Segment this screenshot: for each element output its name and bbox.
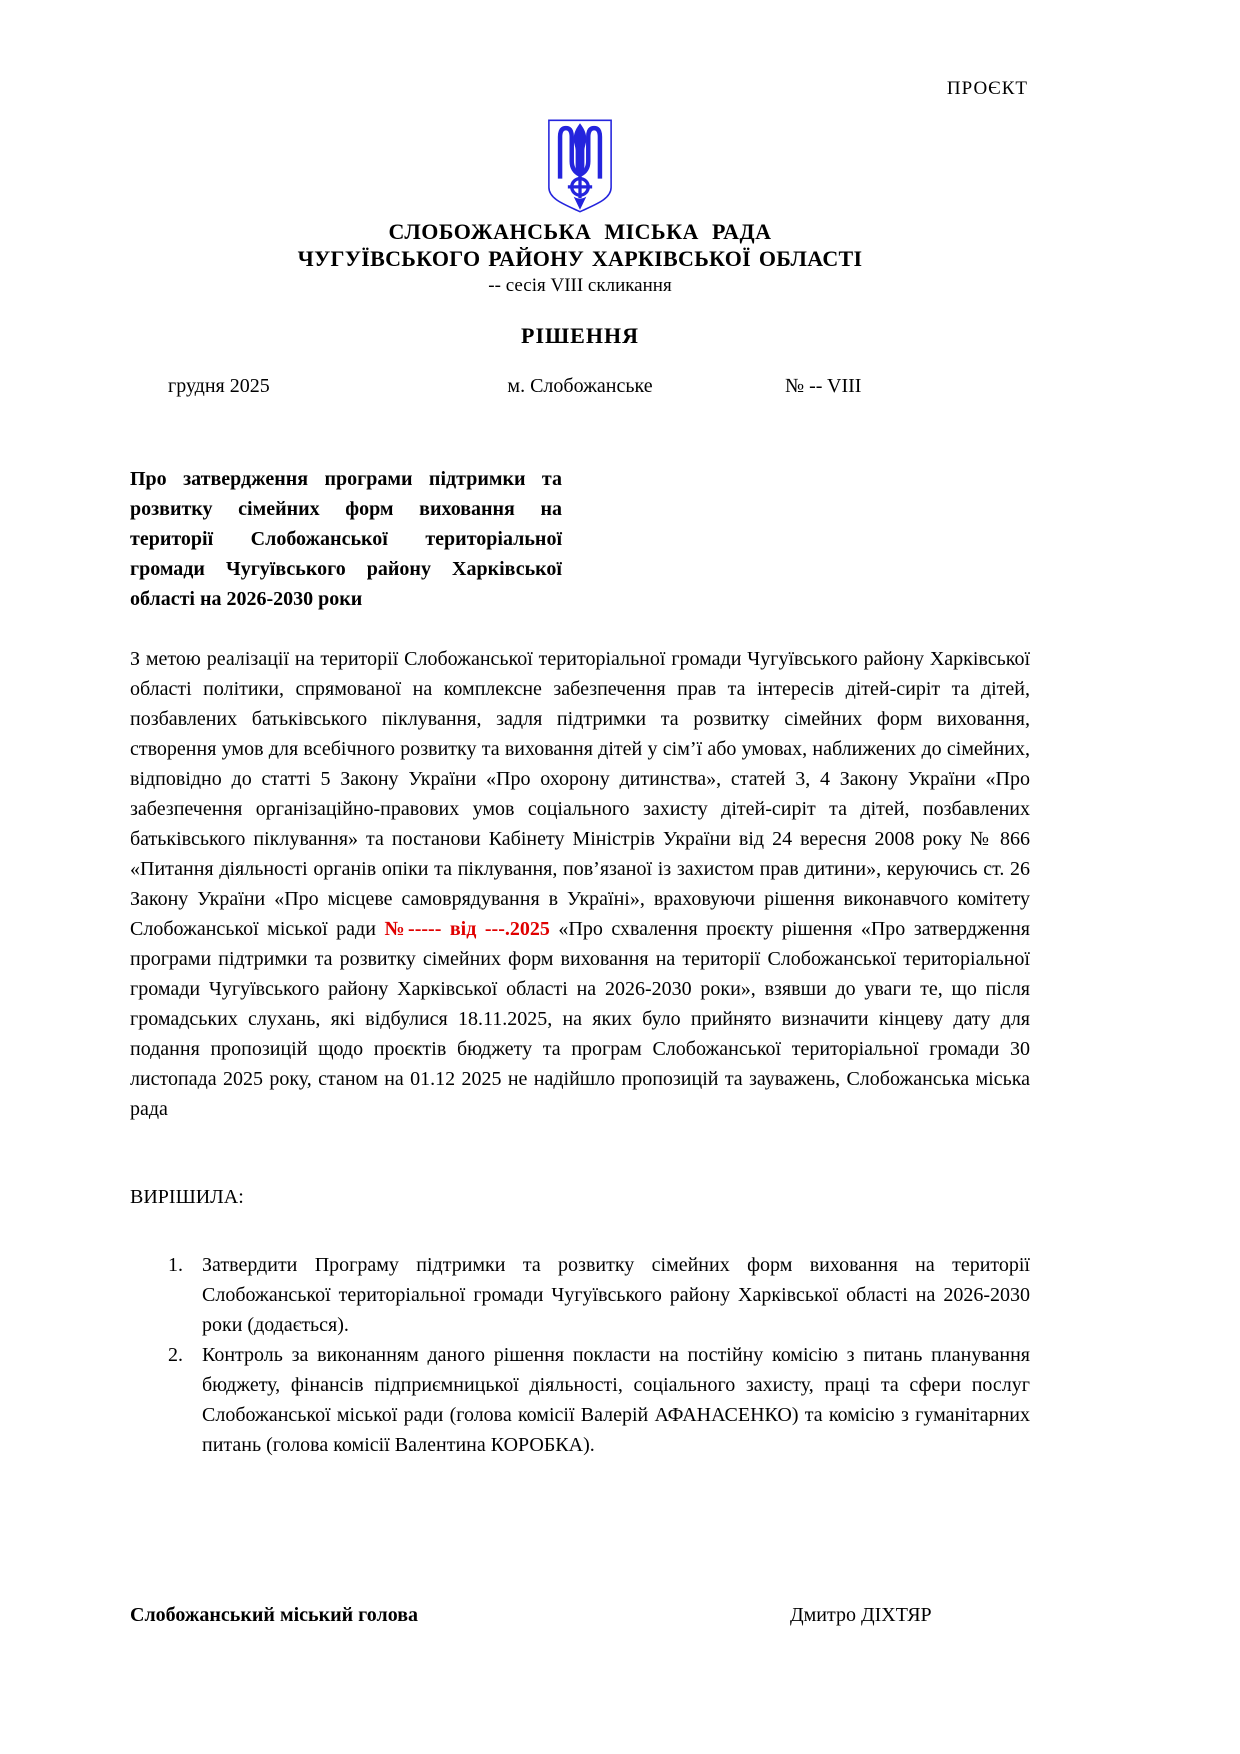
resolutions-list <box>130 1250 1030 1460</box>
list-item <box>130 1250 1030 1340</box>
council-name-line1: СЛОБОЖАНСЬКА МІСЬКА РАДА <box>388 219 772 244</box>
document-type-title: РІШЕННЯ <box>521 323 639 348</box>
session-line: -- сесія VIII скликання <box>488 275 672 296</box>
signature-row <box>130 1604 1030 1632</box>
document-number: № -- VIII <box>785 375 862 397</box>
list-item-number: 2. <box>168 1344 183 1366</box>
list-item <box>130 1340 1030 1460</box>
draft-watermark-label: ПРОЄКТ <box>946 78 1028 99</box>
list-item-text: Контроль за виконанням даного рішення покласти на постійну комісію з питань планування бюджету, фінансів підприємницької діяльності, соціального захисту, праці та сфери послуг Слобожанської міської ради (голова комісії Валерій АФАНАСЕНКО) та комісію з гуманітарних питань (голова комісії Валентина КОРОБКА). <box>202 1344 1030 1456</box>
draft-number-placeholder: №----- від ---.2025 <box>384 918 550 940</box>
signer-name: Дмитро ДІХТЯР <box>790 1604 932 1626</box>
document-subject: Про затвердження програми підтримки та розвитку сімейних форм виховання на території Слобожанської територіальної громади Чугуївського району Харківської області на 2026-2030 роки <box>130 468 562 610</box>
document-place: м. Слобожанське <box>507 375 653 397</box>
preamble-text-part2: «Про схвалення проєкту рішення «Про затвердження програми підтримки та розвитку сімейних форм виховання на території Слобожанської територіальної громади Чугуївського району Харківської області на 2026-2030 роки», взявши до уваги те, що після громадських слухань, які відбулися 18.11.2025, на яких було прийнято визначити кінцеву дату для подання пропозицій щодо проєктів бюджету та програм Слобожанської територіальної громади 30 листопада 2025 року, станом на 01.12 2025 не надійшло пропозицій та зауважень, Слобожанська міська рада <box>130 918 1030 1120</box>
tryzub-emblem-icon <box>545 116 615 216</box>
document-meta-row <box>130 375 1030 401</box>
list-item-number: 1. <box>168 1254 183 1276</box>
preamble-paragraph <box>130 644 1030 1124</box>
signer-title: Слобожанський міський голова <box>130 1604 418 1626</box>
list-item-text: Затвердити Програму підтримки та розвитку сімейних форм виховання на території Слобожанської територіальної громади Чугуївського району Харківської області на 2026-2030 роки (додається). <box>202 1254 1030 1336</box>
council-name-line2: ЧУГУЇВСЬКОГО РАЙОНУ ХАРКІВСЬКОЇ ОБЛАСТІ <box>297 246 863 271</box>
document-date: грудня 2025 <box>168 375 270 397</box>
resolved-heading: ВИРІШИЛА: <box>130 1186 244 1208</box>
preamble-text-part1: З метою реалізації на території Слобожанської територіальної громади Чугуївського району Харківської області політики, спрямованої на комплексне забезпечення прав та інтересів дітей-сиріт та дітей, позбавлених батьківського піклування, задля підтримки та розвитку сімейних форм виховання, створення умов для всебічного розвитку та виховання дітей у сім’ї або умовах, наближених до сімейних, відповідно до статті 5 Закону України «Про охорону дитинства», статей 3, 4 Закону України «Про забезпечення організаційно-правових умов соціального захисту дітей-сиріт та дітей, позбавлених батьківського піклування» та постанови Кабінету Міністрів України від 24 вересня 2008 року № 866 «Питання діяльності органів опіки та піклування, пов’язаної із захистом прав дитини», керуючись ст. 26 Закону України «Про місцеве самоврядування в Україні», враховуючи рішення виконавчого комітету Слобожанської міської ради <box>130 648 1030 940</box>
